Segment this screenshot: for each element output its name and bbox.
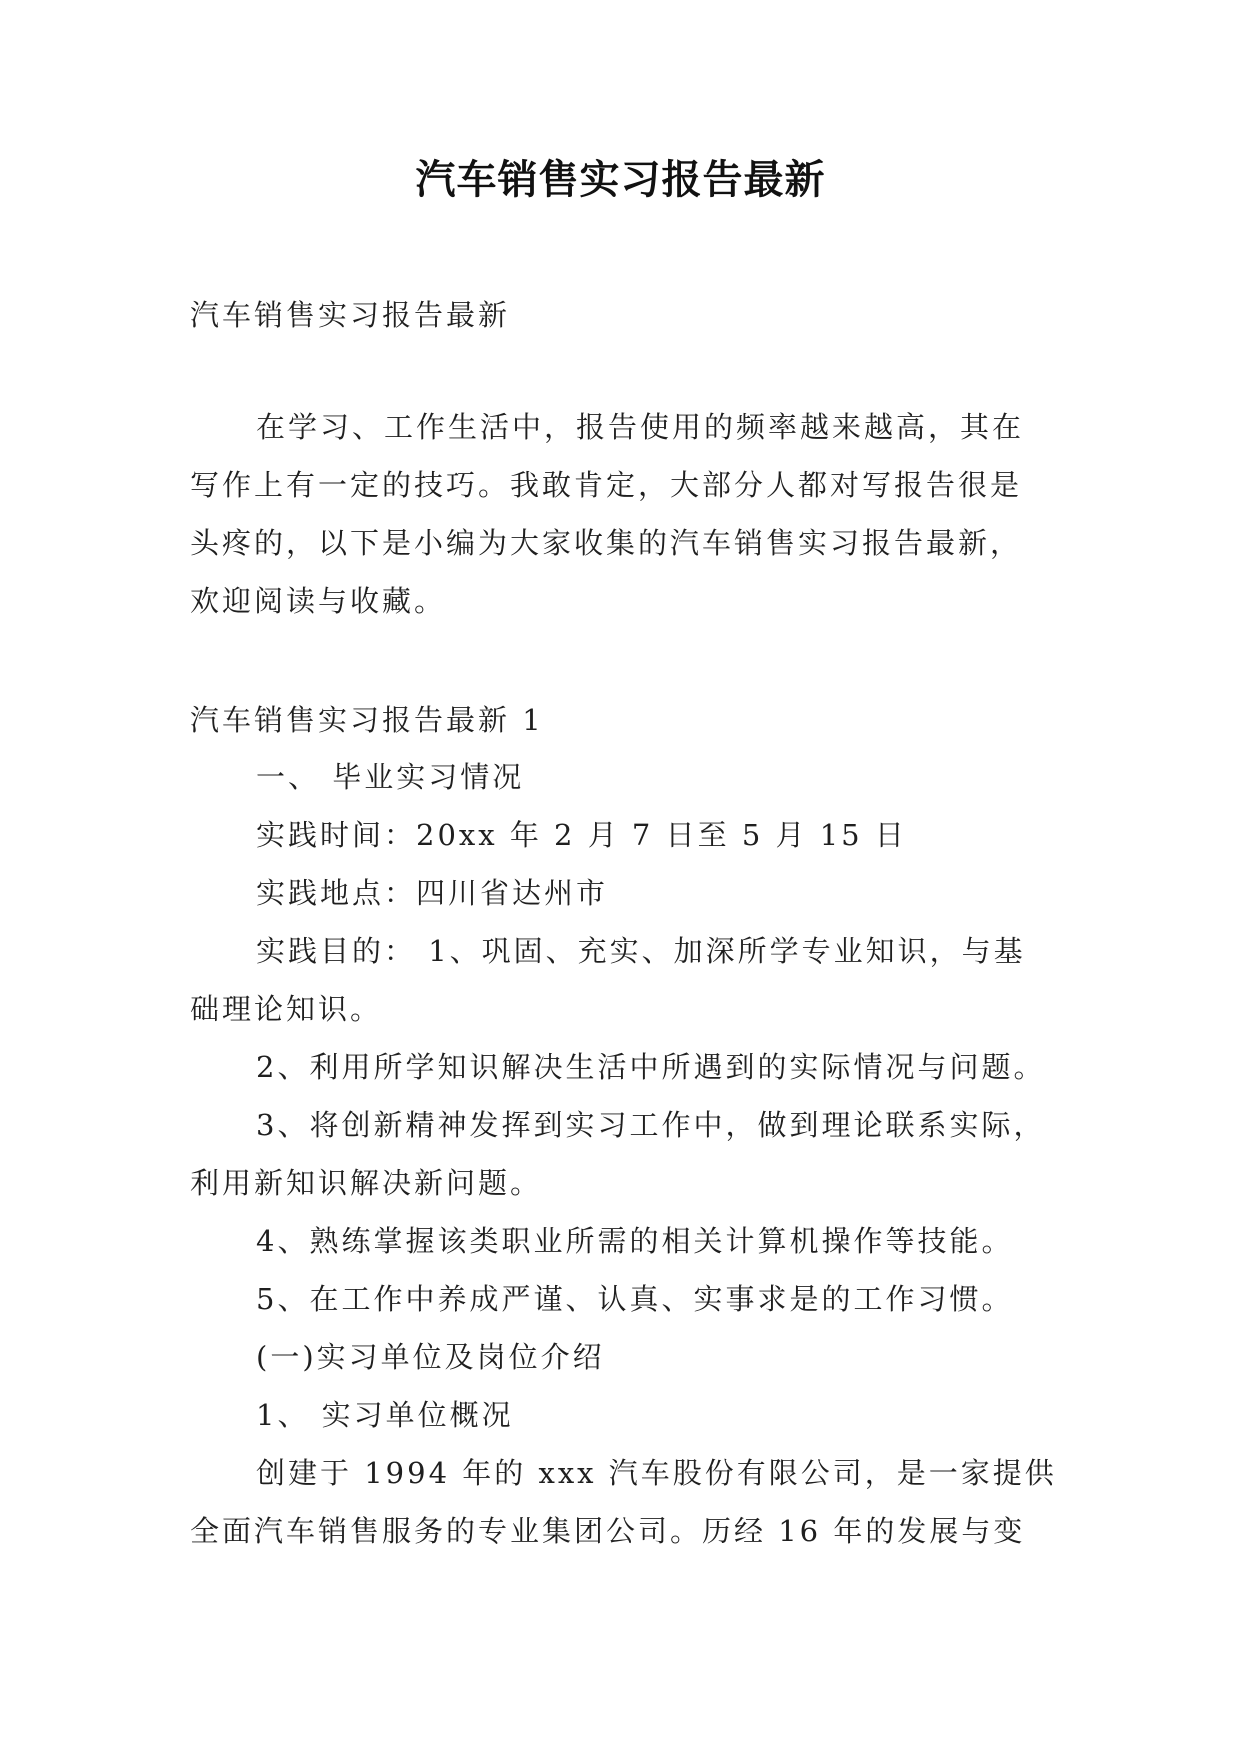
body-line-4: 实践目的： 1、巩固、充实、加深所学专业知识，与基 [256, 934, 1026, 968]
body-line-1: 一、 毕业实习情况 [256, 760, 525, 794]
body-line-8: 利用新知识解决新问题。 [190, 1166, 543, 1200]
intro-line-2: 写作上有一定的技巧。我敢肯定，大部分人都对写报告很是 [190, 468, 1023, 502]
body-line-6: 2、利用所学知识解决生活中所遇到的实际情况与问题。 [256, 1050, 1046, 1084]
body-line-2: 实践时间：20xx 年 2 月 7 日至 5 月 15 日 [256, 818, 907, 852]
body-line-3: 实践地点：四川省达州市 [256, 876, 609, 910]
body-line-12: 1、 实习单位概况 [256, 1398, 514, 1432]
section-heading: 汽车销售实习报告最新 1 [190, 703, 544, 737]
body-line-5: 础理论知识。 [190, 992, 383, 1026]
intro-line-3: 头疼的，以下是小编为大家收集的汽车销售实习报告最新， [190, 526, 1023, 560]
document-subtitle: 汽车销售实习报告最新 [190, 298, 511, 332]
body-line-11: (一)实习单位及岗位介绍 [256, 1340, 605, 1374]
body-line-7: 3、将创新精神发挥到实习工作中，做到理论联系实际， [256, 1108, 1046, 1142]
intro-line-1: 在学习、工作生活中，报告使用的频率越来越高，其在 [256, 410, 1025, 444]
body-line-10: 5、在工作中养成严谨、认真、实事求是的工作习惯。 [256, 1282, 1014, 1316]
intro-line-4: 欢迎阅读与收藏。 [190, 584, 447, 618]
body-line-9: 4、熟练掌握该类职业所需的相关计算机操作等技能。 [256, 1224, 1014, 1258]
document-title: 汽车销售实习报告最新 [415, 156, 826, 203]
body-line-13: 创建于 1994 年的 xxx 汽车股份有限公司，是一家提供 [256, 1456, 1057, 1490]
body-line-14: 全面汽车销售服务的专业集团公司。历经 16 年的发展与变 [190, 1514, 1026, 1548]
